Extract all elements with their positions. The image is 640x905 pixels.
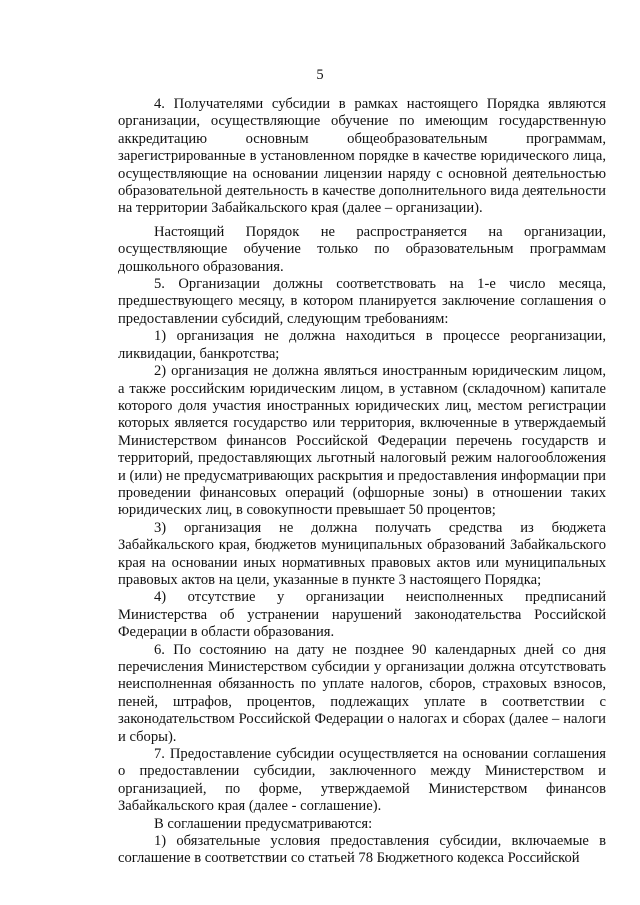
document-body <box>118 96 606 868</box>
agreement-provision-item-1: 1) обязательные условия предоставления субсидии, включаемые в соглашение в соответствии со статьей 78 Бюджетного кодекса Российской <box>118 833 606 867</box>
agreement-provisions-heading: В соглашении предусматриваются: <box>154 815 373 832</box>
paragraph-5-requirements: 5. Организации должны соответствовать на 1-е число месяца, предшествующего месяцу, в котором планируется заключение соглашения о предоставлении субсидий, следующим требованиям: <box>118 276 606 327</box>
page-number: 5 <box>316 67 324 83</box>
paragraph-exclusion: Настоящий Порядок не распространяется на организации, осуществляющие обучение только по образовательным программам дошкольного образования. <box>118 223 606 275</box>
paragraph-6-obligations: 6. По состоянию на дату не позднее 90 календарных дней со дня перечисления Министерством субсидии у организации должна отсутствовать неисполненная обязанность по уплате налогов, сборов, страховых взносов, пеней, штрафов, процентов, подлежащих уплате в соответствии с законодательством Российской Федерации о налогах и сборах (далее – налоги и сборы). <box>118 641 606 745</box>
requirement-item-1: 1) организация не должна находиться в процессе реорганизации, ликвидации, банкротства; <box>118 328 606 362</box>
requirement-item-2: 2) организация не должна являться иностранным юридическим лицом, а также российским юридическим лицом, в уставном (складочном) капитале которого доля участия иностранных юридических лиц, местом регистрации которых является государство или территория, включенные в утверждаемый Министерством финансов Российской Федерации перечень государств и территорий, предоставляющих льготный налоговый режим налогообложения и (или) не предусматривающих раскрытия и предоставления информации при проведении финансовых операций (офшорные зоны) в отношении таких юридических лиц, в совокупности превышает 50 процентов; <box>118 363 606 519</box>
paragraph-7-agreement: 7. Предоставление субсидии осуществляется на основании соглашения о предоставлении субсидии, заключенного между Министерством и организацией, по форме, утверждаемой Министерством финансов Забайкальского края (далее - соглашение). <box>118 746 606 815</box>
paragraph-4-recipients: 4. Получателями субсидии в рамках настоящего Порядка являются организации, осуществляющие обучение по имеющим государственную аккредитацию основным общеобразовательным программам, зарегистрированные в установленном порядке в качестве юридического лица, осуществляющие на основании лицензии наряду с основной деятельностью образовательной деятельность в качестве дополнительного вида деятельности на территории Забайкальского края (далее – организации). <box>118 96 606 217</box>
requirement-item-3: 3) организация не должна получать средства из бюджета Забайкальского края, бюджетов муниципальных образований Забайкальского края на основании иных нормативных правовых актов или муниципальных правовых актов на цели, указанные в пункте 3 настоящего Порядка; <box>118 519 606 588</box>
requirement-item-4: 4) отсутствие у организации неисполненных предписаний Министерства об устранении нарушений законодательства Российской Федерации в области образования. <box>118 589 606 641</box>
